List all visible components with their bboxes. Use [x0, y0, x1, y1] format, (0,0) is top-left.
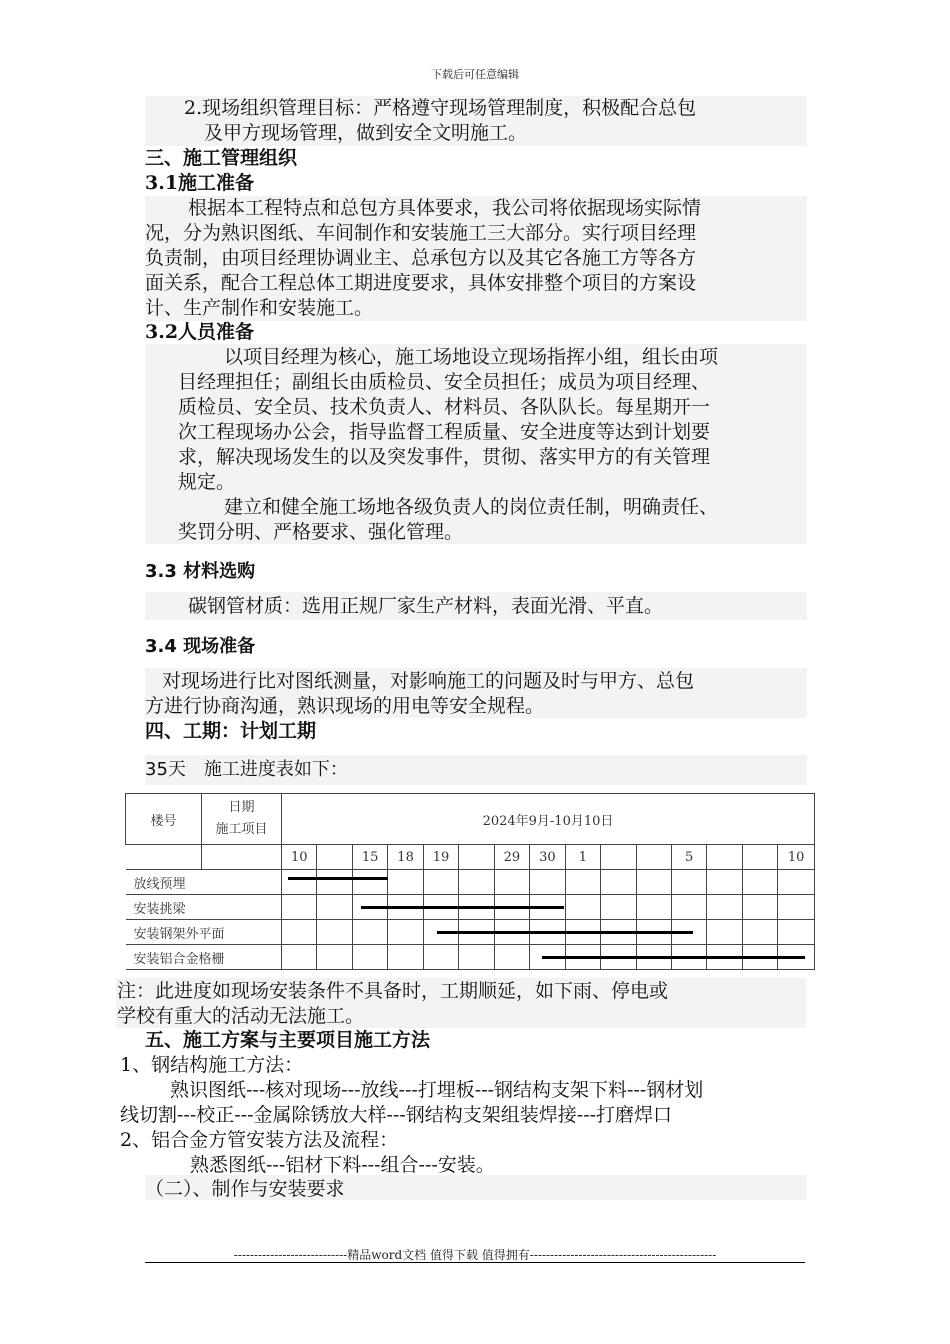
gantt-bar-beam	[361, 906, 564, 909]
p31-line-4: 面关系，配合工程总体工期进度要求，具体安排整个项目的方案设	[145, 272, 697, 294]
goal-line-1: 2.现场组织管理目标：严格遵守现场管理制度，积极配合总包	[184, 97, 697, 119]
day-cell: 1	[565, 845, 600, 870]
gantt-bar-grille	[542, 956, 805, 959]
method-1-heading: 1、钢结构施工方法：	[120, 1054, 304, 1076]
method-1-line-2: 线切割---校正---金属除锈放大样---钢结构支架组装焊接---打磨焊口	[120, 1104, 673, 1126]
task-label: 放线预埋	[126, 870, 282, 895]
task-label: 安装挑梁	[126, 895, 282, 920]
p32-line-4: 次工程现场办公会，指导监督工程质量、安全进度等达到计划要	[178, 421, 711, 443]
period-header: 2024年9月-10月10日	[281, 794, 814, 845]
p32-line-2: 目经理担任；副组长由质检员、安全员担任；成员为项目经理、	[178, 371, 711, 393]
day-cell: 5	[671, 845, 706, 870]
p33-line: 碳钢管材质：选用正规厂家生产材料，表面光滑、平直。	[188, 595, 664, 617]
schedule-table	[125, 793, 815, 970]
p31-line-2: 况，分为熟识图纸、车间制作和安装施工三大部分。实行项目经理	[145, 222, 697, 244]
section-3-3-heading: 3.3 材料选购	[145, 561, 256, 582]
task-label: 安装钢架外平面	[126, 920, 282, 945]
day-cell: 29	[494, 845, 529, 870]
section-4-heading: 四、工期：计划工期	[145, 720, 317, 742]
task-row	[126, 870, 815, 895]
date-item-header	[201, 794, 281, 845]
item-header: 施工项目	[215, 822, 268, 837]
building-header: 楼号	[126, 794, 202, 845]
p32-line-6: 规定。	[178, 471, 236, 493]
footer-rule	[145, 1262, 805, 1263]
note-line-1: 注：此进度如现场安装条件不具备时，工期顺延，如下雨、停电或	[117, 980, 669, 1002]
blank-cell	[126, 845, 202, 870]
duration-line: 35天 施工进度表如下：	[145, 759, 348, 780]
day-cell	[317, 845, 352, 870]
p32-line-8: 奖罚分明、严格要求、强化管理。	[178, 521, 464, 543]
task-label: 安装铝合金格栅	[126, 945, 282, 970]
p31-line-5: 计、生产制作和安装施工。	[145, 297, 374, 319]
p32-line-3: 质检员、安全员、技术负责人、材料员、各队队长。每星期开一	[178, 396, 711, 418]
day-cell	[742, 845, 777, 870]
goal-line-2: 及甲方现场管理，做到安全文明施工。	[204, 122, 528, 144]
section-3-4-heading: 3.4 现场准备	[145, 636, 256, 657]
gantt-bar-steel-frame	[437, 931, 693, 934]
p32-line-5: 求，解决现场发生的以及突发事件，贯彻、落实甲方的有关管理	[178, 446, 711, 468]
day-cell	[601, 845, 636, 870]
day-cell: 19	[423, 845, 458, 870]
day-cell: 15	[352, 845, 387, 870]
day-cell: 18	[388, 845, 423, 870]
p32-line-7: 建立和健全施工场地各级负责人的岗位责任制，明确责任、	[224, 496, 719, 518]
note-line-2: 学校有重大的活动无法施工。	[117, 1005, 365, 1027]
day-cell: 10	[281, 845, 316, 870]
days-row	[126, 845, 815, 870]
p31-line-3: 负责制，由项目经理协调业主、总承包方以及其它各施工方等各方	[145, 247, 697, 269]
section-5-heading: 五、施工方案与主要项目施工方法	[145, 1029, 431, 1051]
day-cell	[636, 845, 671, 870]
gantt-bar-layout	[288, 877, 388, 880]
subsection-2-heading: （二）、制作与安装要求	[145, 1178, 345, 1200]
section-3-2-heading: 3.2人员准备	[145, 321, 255, 343]
day-cell: 30	[530, 845, 565, 870]
day-cell	[459, 845, 494, 870]
page-footer: ----------------------------精品word文档 值得下载 值得拥有----------------------------------------------	[233, 1248, 717, 1262]
day-cell: 10	[778, 845, 815, 870]
p34-line-1: 对现场进行比对图纸测量，对影响施工的问题及时与甲方、总包	[162, 670, 695, 692]
section-3-heading: 三、施工管理组织	[145, 147, 298, 169]
p32-line-1: 以项目经理为核心，施工场地设立现场指挥小组，组长由项	[224, 346, 719, 368]
blank-cell	[201, 845, 281, 870]
p31-line-1: 根据本工程特点和总包方具体要求，我公司将依据现场实际情	[188, 197, 702, 219]
section-3-1-heading: 3.1施工准备	[145, 172, 255, 194]
method-2-heading: 2、铝合金方管安装方法及流程：	[120, 1129, 399, 1151]
day-cell	[707, 845, 742, 870]
p34-line-2: 方进行协商沟通，熟识现场的用电等安全规程。	[145, 695, 545, 717]
page-header: 下载后可任意编辑	[431, 68, 519, 81]
date-header: 日期	[228, 800, 255, 815]
method-2-line-1: 熟悉图纸---铝材下料---组合---安装。	[190, 1154, 495, 1176]
method-1-line-1: 熟识图纸---核对现场---放线---打埋板---钢结构支架下料---钢材划	[170, 1079, 704, 1101]
